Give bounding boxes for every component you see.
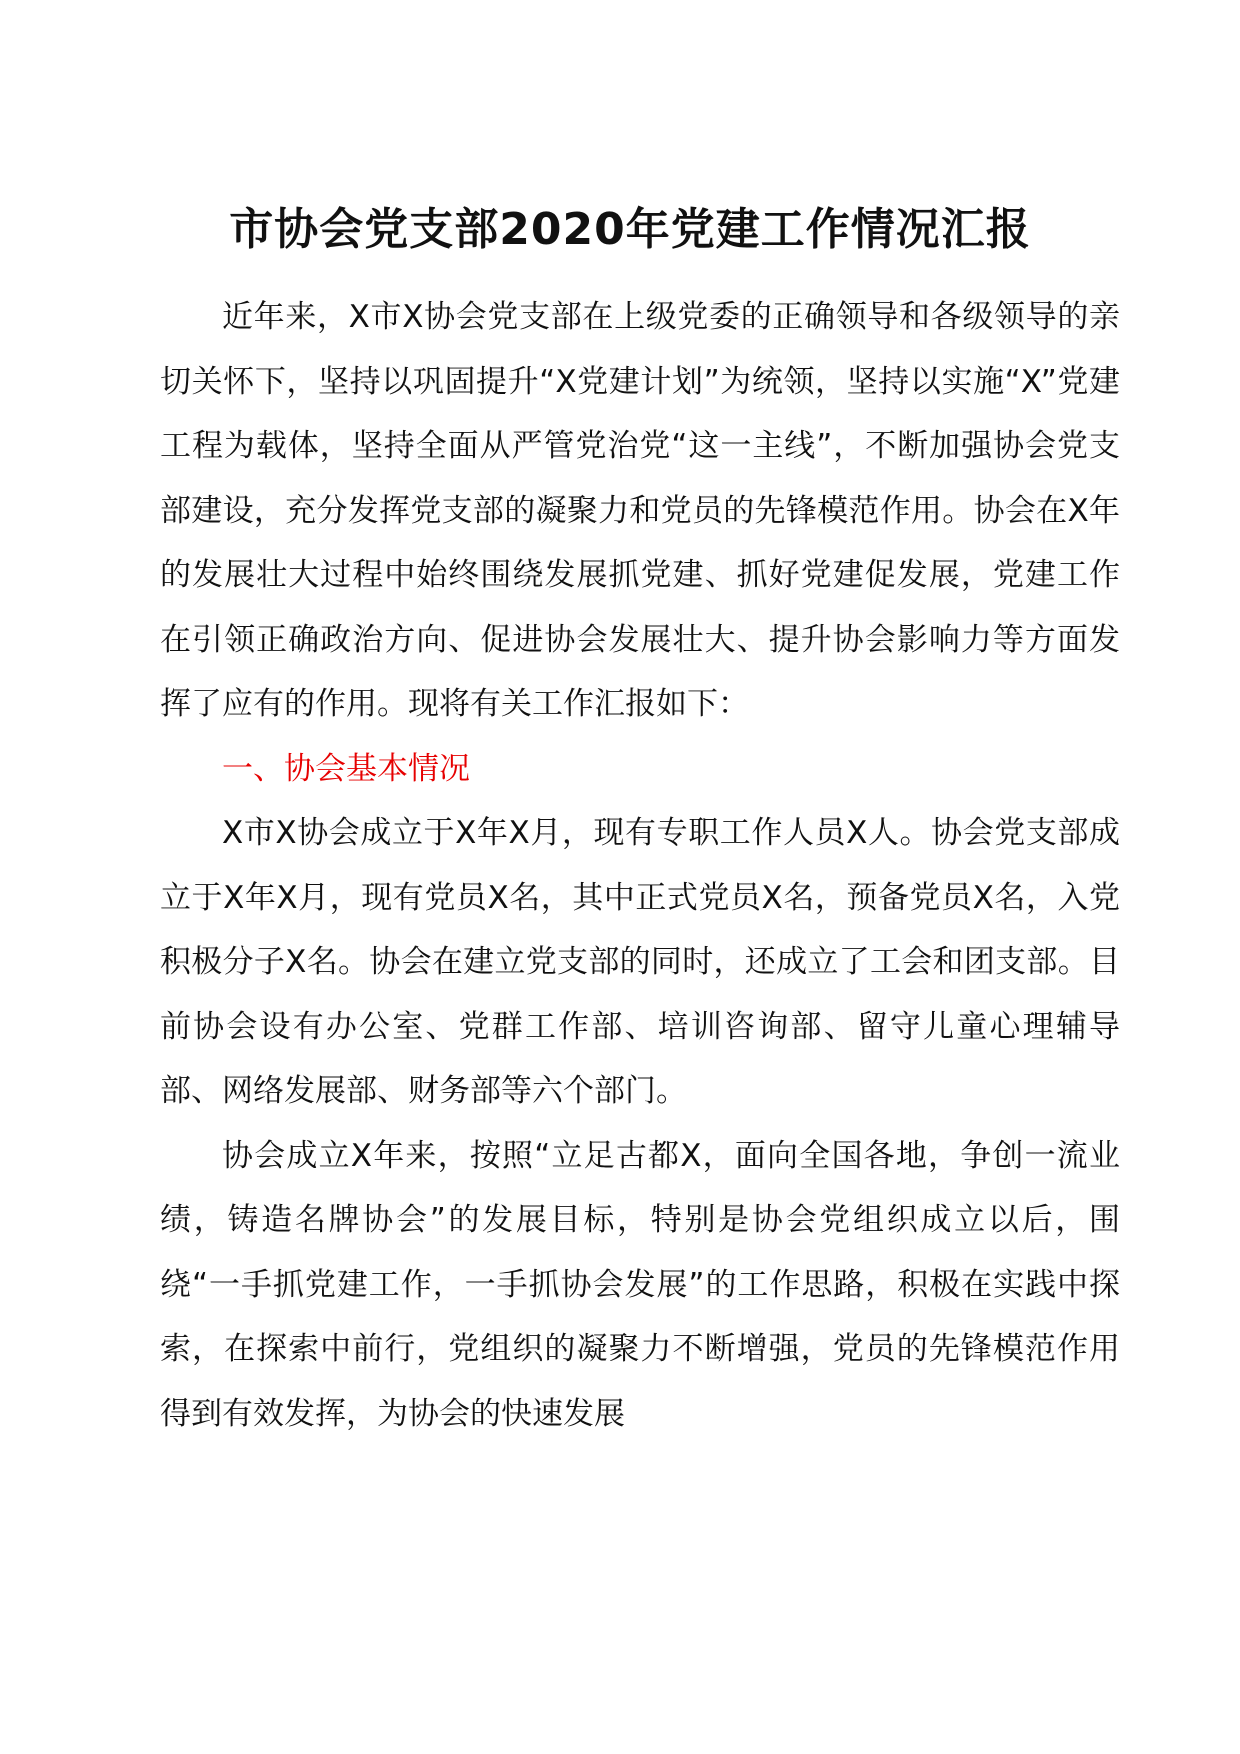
section-paragraph: X市X协会成立于X年X月，现有专职工作人员X人。协会党支部成立于X年X月，现有党员X名，其中正式党员X名，预备党员X名，入党积极分子X名。协会在建立党支部的同时，还成立了工会和团支部。目前协会设有办公室、党群工作部、培训咨询部、留守儿童心理辅导部、网络发展部、财务部等六个部门。 — [160, 815, 1120, 1109]
document-title: 市协会党支部2020年党建工作情况汇报 — [229, 204, 1031, 255]
section-heading: 一、协会基本情况 — [222, 750, 470, 787]
intro-paragraph: 近年来，X市X协会党支部在上级党委的正确领导和各级领导的亲切关怀下，坚持以巩固提升“X党建计划”为统领，坚持以实施“X”党建工程为载体，坚持全面从严管党治党“这一主线”，不断加强协会党支部建设，充分发挥党支部的凝聚力和党员的先锋模范作用。协会在X年的发展壮大过程中始终围绕发展抓党建、抓好党建促发展，党建工作在引领正确政治方向、促进协会发展壮大、提升协会影响力等方面发挥了应有的作用。现将有关工作汇报如下： — [160, 299, 1120, 722]
document-page — [160, 195, 1120, 1446]
section-paragraph: 协会成立X年来，按照“立足古都X，面向全国各地，争创一流业绩，铸造名牌协会”的发展目标，特别是协会党组织成立以后，围绕“一手抓党建工作，一手抓协会发展”的工作思路，积极在实践中探索，在探索中前行，党组织的凝聚力不断增强，党员的先锋模范作用得到有效发挥，为协会的快速发展 — [160, 1137, 1120, 1432]
